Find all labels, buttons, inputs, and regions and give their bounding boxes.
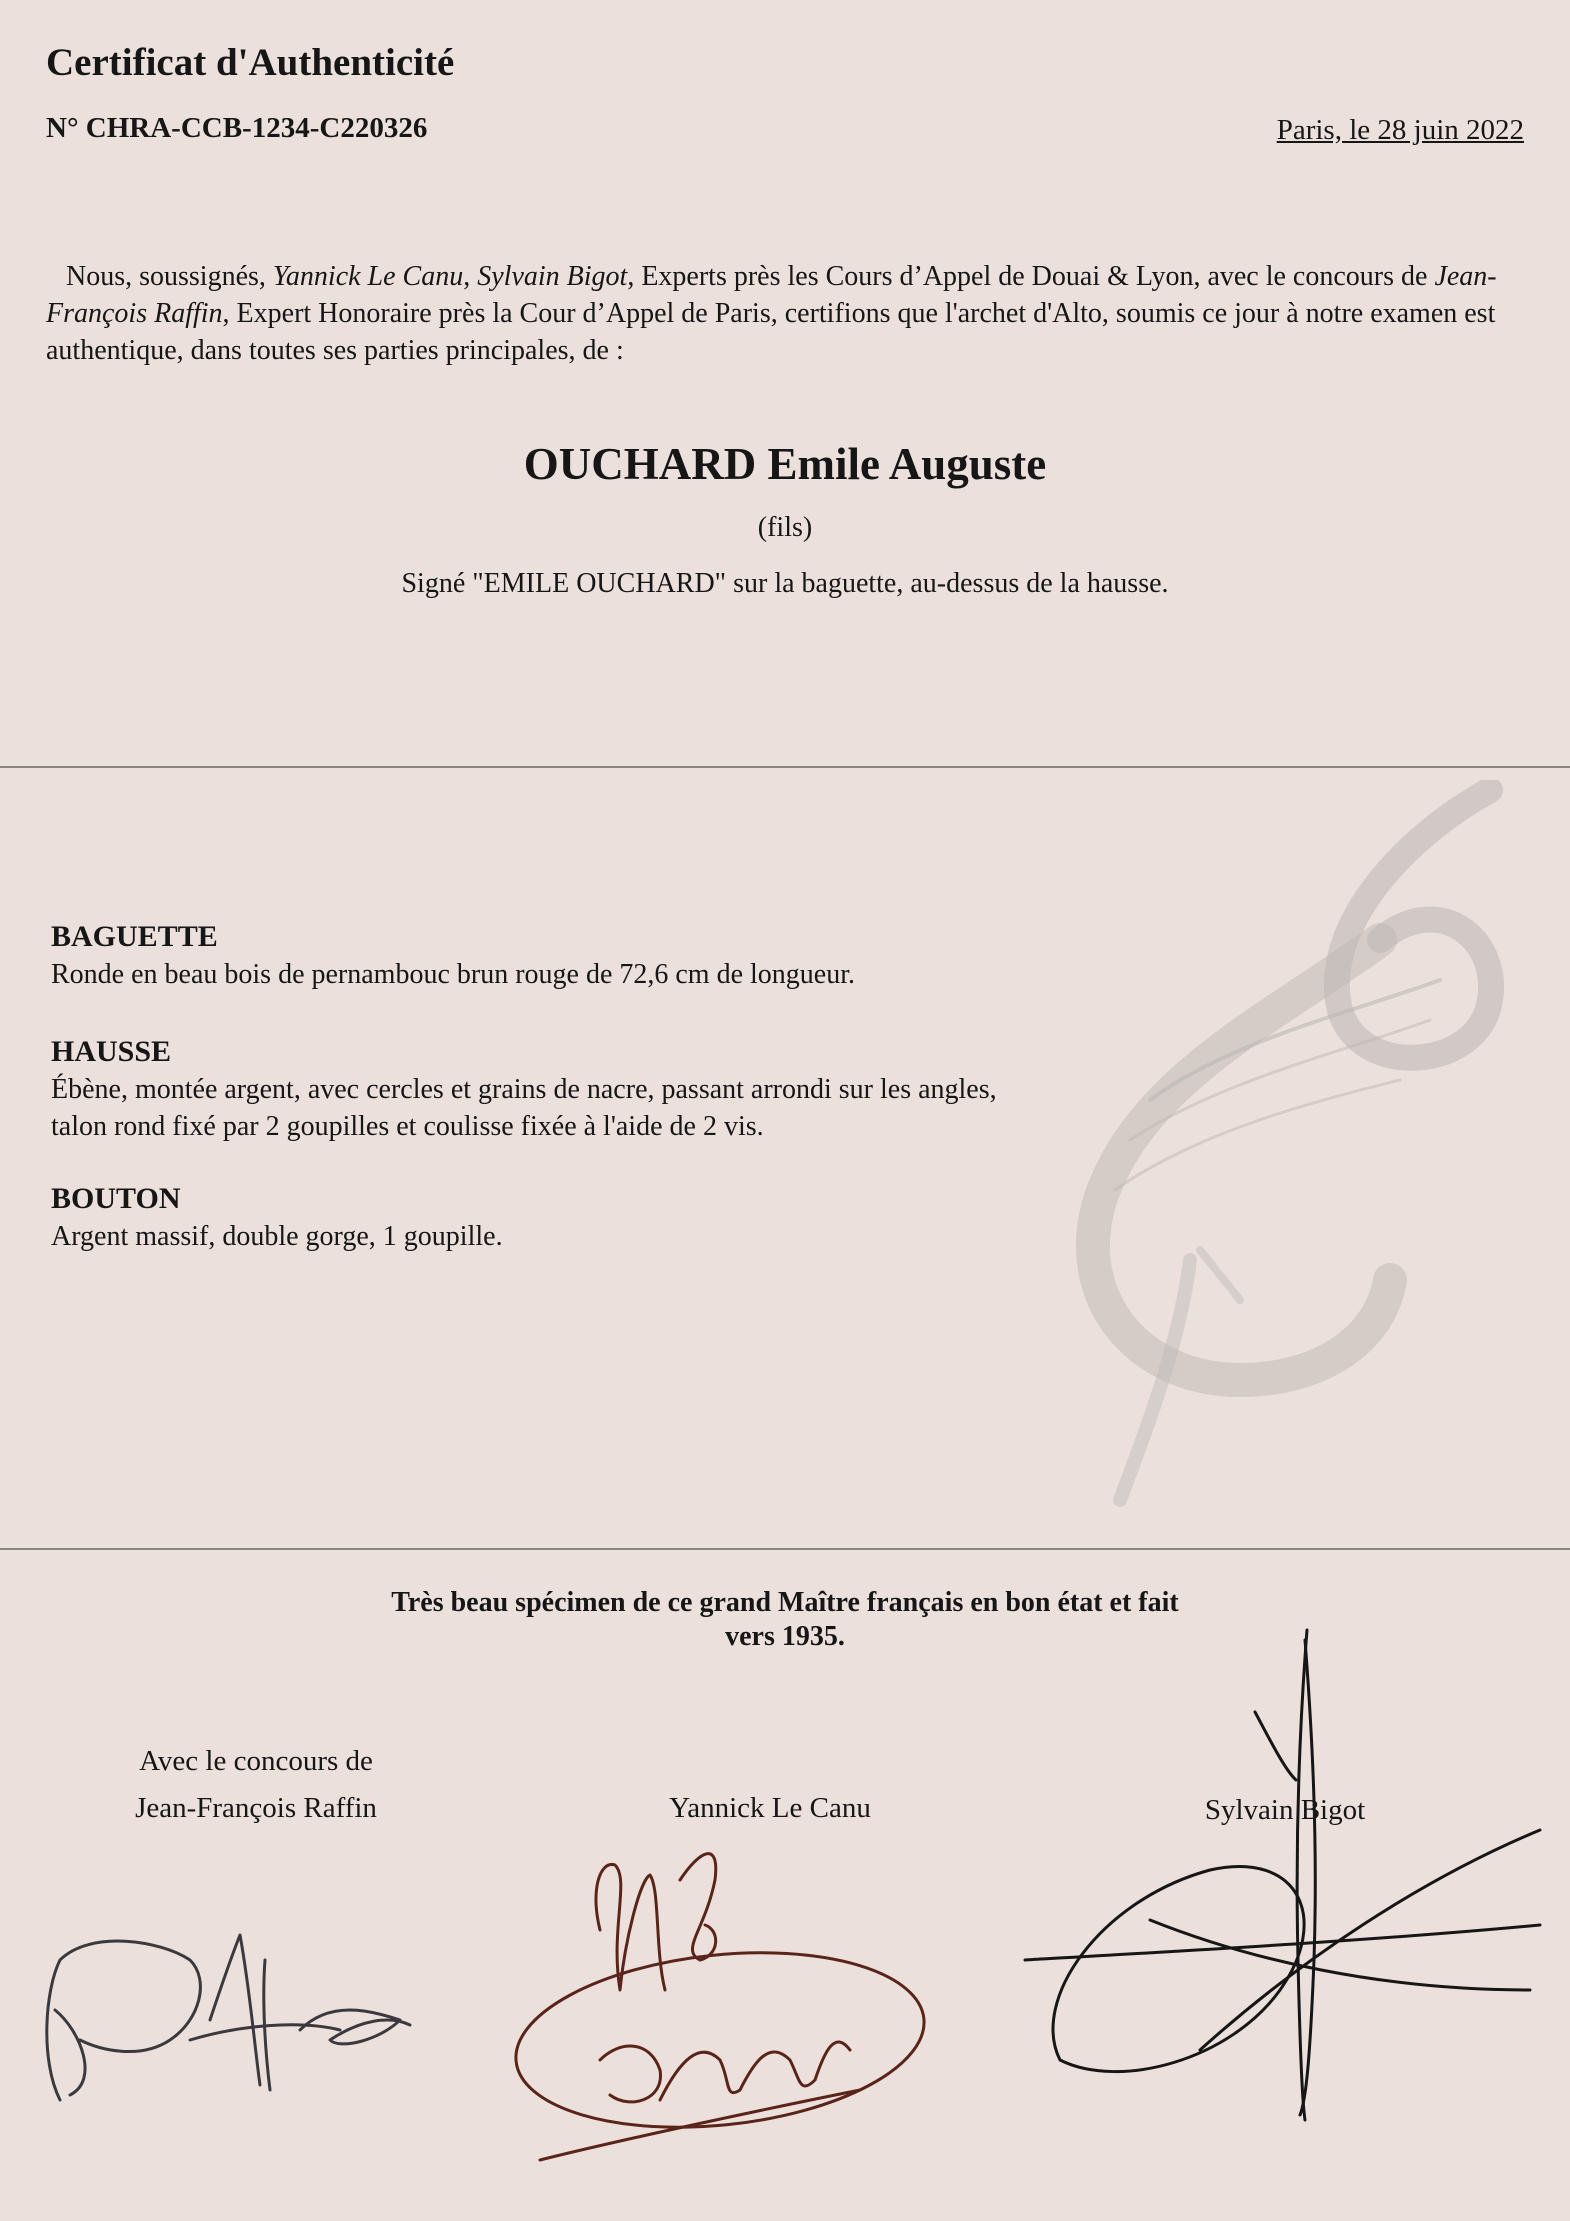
signatory-name: Sylvain Bigot bbox=[1204, 1794, 1366, 1826]
section-heading: BOUTON bbox=[51, 1182, 181, 1215]
bow-signature-note: Signé "EMILE OUCHARD" sur la baguette, au-dessus de la hausse. bbox=[401, 568, 1169, 599]
intro-separator: , bbox=[463, 261, 478, 292]
signatory-name: Yannick Le Canu bbox=[669, 1792, 871, 1824]
conclusion-line-2: vers 1935. bbox=[725, 1621, 845, 1652]
section-heading: HAUSSE bbox=[51, 1035, 172, 1068]
maker-name: OUCHARD Emile Auguste bbox=[523, 439, 1047, 489]
signatory-name: Jean-François Raffin bbox=[135, 1792, 377, 1824]
certificate-number: N° CHRA-CCB-1234-C220326 bbox=[46, 112, 428, 144]
maker-note: (fils) bbox=[757, 512, 813, 543]
intro-text-1: Nous, soussignés, bbox=[66, 261, 273, 292]
signature-bigot bbox=[1025, 1630, 1540, 2120]
section-text: Argent massif, double gorge, 1 goupille. bbox=[51, 1221, 503, 1252]
signature-raffin bbox=[47, 1935, 410, 2100]
signatory-bigot bbox=[1105, 1787, 1465, 1834]
section-text: Ébène, montée argent, avec cercles et grains de nacre, passant arrondi sur les angles, talon rond fixé par 2 goupilles et coulisse fixée à l'aide de 2 vis. bbox=[51, 1074, 997, 1142]
signatory-caption: Avec le concours de bbox=[139, 1745, 373, 1777]
section-bouton bbox=[51, 1180, 1011, 1255]
treble-clef-watermark bbox=[1020, 780, 1540, 1540]
expert-name-raffin: Jean-François Raffin bbox=[46, 261, 1497, 329]
fold-line-top bbox=[0, 766, 1570, 768]
conclusion-line-1: Très beau spécimen de ce grand Maître français en bon état et fait bbox=[391, 1587, 1179, 1618]
signature-lecanu bbox=[507, 1854, 933, 2160]
conclusion bbox=[0, 1586, 1570, 1654]
expert-name-lecanu: Yannick Le Canu bbox=[272, 261, 464, 292]
certificate-title: Certificat d'Authenticité bbox=[46, 41, 455, 84]
section-text: Ronde en beau bois de pernambouc brun rouge de 72,6 cm de longueur. bbox=[51, 959, 856, 990]
expert-name-bigot: Sylvain Bigot bbox=[477, 261, 628, 292]
signatory-raffin bbox=[76, 1738, 436, 1832]
intro-paragraph bbox=[46, 258, 1536, 369]
section-baguette bbox=[51, 918, 1011, 993]
signatory-lecanu bbox=[590, 1785, 950, 1832]
certificate-date: Paris, le 28 juin 2022 bbox=[1276, 114, 1524, 146]
intro-text-3: , Expert Honoraire près la Cour d’Appel de Paris, certifions que l'archet d'Alto, soumis ce jour à notre examen est authentique, dans toutes ses parties principales, de : bbox=[46, 298, 1496, 366]
section-heading: BAGUETTE bbox=[51, 920, 218, 953]
section-hausse bbox=[51, 1033, 1011, 1145]
intro-text-2: , Experts près les Cours d’Appel de Douai & Lyon, avec le concours de bbox=[627, 261, 1435, 292]
fold-line-bottom bbox=[0, 1548, 1570, 1550]
